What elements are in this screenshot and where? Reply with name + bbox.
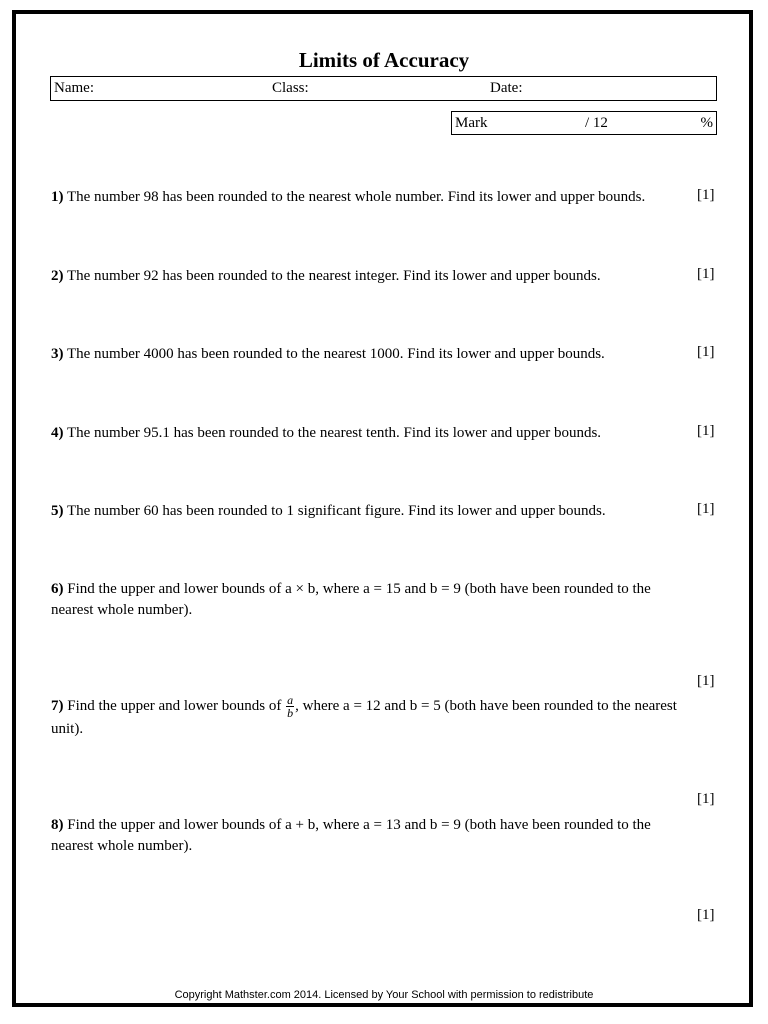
question-text-before: Find the upper and lower bounds of: [67, 697, 282, 714]
question-number: 5): [51, 503, 64, 519]
question-5: [51, 501, 671, 522]
question-2: [51, 266, 671, 287]
question-8: [51, 815, 671, 857]
question-text: The number 98 has been rounded to the nearest whole number. Find its lower and upper bounds.: [66, 189, 646, 205]
mark-out-of: / 12: [585, 115, 608, 131]
question-number: 7): [51, 697, 64, 714]
question-4: [51, 423, 671, 444]
question-text: The number 95.1 has been rounded to the nearest tenth. Find its lower and upper bounds.: [66, 425, 602, 441]
question-number: 8): [51, 817, 64, 833]
question-5-marks: [1]: [697, 501, 715, 517]
date-label: Date:: [490, 80, 523, 96]
question-4-marks: [1]: [697, 423, 715, 439]
question-text: The number 4000 has been rounded to the nearest 1000. Find its lower and upper bounds.: [66, 346, 605, 362]
worksheet-title: Limits of Accuracy: [298, 48, 470, 72]
mark-box: [451, 111, 717, 135]
question-6-marks: [1]: [697, 673, 715, 689]
question-number: 3): [51, 346, 64, 362]
question-text: Find the upper and lower bounds of a + b, where a = 13 and b = 9 (both have been rounded to the nearest whole number).: [51, 817, 651, 854]
question-6: [51, 579, 671, 621]
question-text: The number 60 has been rounded to 1 significant figure. Find its lower and upper bounds.: [66, 503, 606, 519]
mark-percent: %: [700, 115, 713, 131]
question-text: The number 92 has been rounded to the nearest integer. Find its lower and upper bounds.: [66, 268, 601, 284]
question-number: 4): [51, 425, 64, 441]
question-3: [51, 344, 671, 365]
fraction-a-over-b: $\frac{a}{b}$: [287, 693, 294, 720]
question-1-marks: [1]: [697, 187, 715, 203]
question-8-marks: [1]: [697, 907, 715, 923]
mark-label: Mark: [455, 115, 488, 131]
copyright-footer: Copyright Mathster.com 2014. Licensed by Your School with permission to redistribute: [174, 989, 594, 1001]
question-7: [51, 694, 707, 740]
question-2-marks: [1]: [697, 266, 715, 282]
question-3-marks: [1]: [697, 344, 715, 360]
question-text-after: , where a = 12 and b = 5 (both have been rounded to the nearest unit).: [51, 697, 677, 737]
question-number: 1): [51, 189, 64, 205]
question-text: Find the upper and lower bounds of a × b, where a = 15 and b = 9 (both have been rounded to the nearest whole number).: [51, 581, 651, 618]
class-label: Class:: [272, 80, 309, 96]
question-7-marks: [1]: [697, 791, 715, 807]
name-label: Name:: [54, 80, 94, 96]
question-1: [51, 187, 671, 208]
question-number: 6): [51, 581, 64, 597]
student-info-box: [50, 76, 717, 101]
question-number: 2): [51, 268, 64, 284]
